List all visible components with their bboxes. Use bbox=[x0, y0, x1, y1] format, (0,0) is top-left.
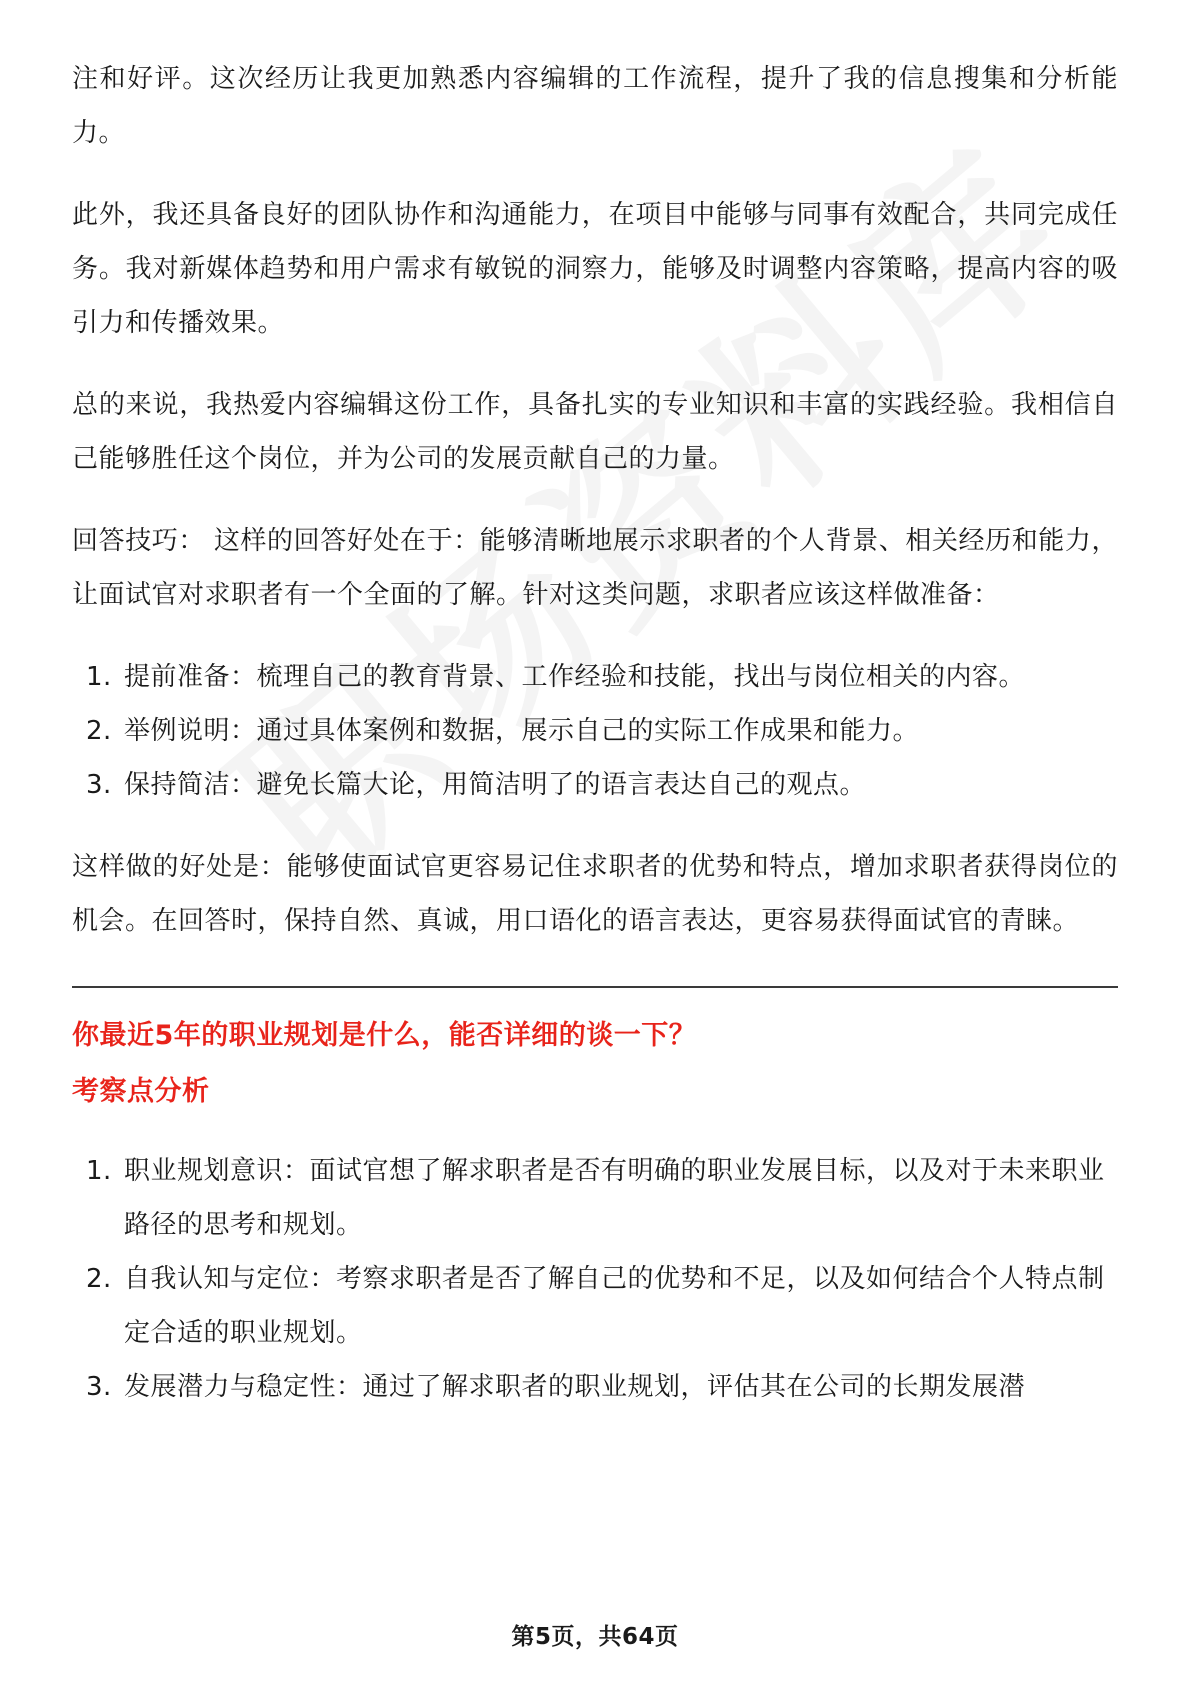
list-item bbox=[72, 1144, 1118, 1252]
document-body bbox=[72, 52, 1118, 1442]
list-item-text: 保持简洁：避免长篇大论，用简洁明了的语言表达自己的观点。 bbox=[124, 770, 867, 800]
paragraph: 此外，我还具备良好的团队协作和沟通能力，在项目中能够与同事有效配合，共同完成任务。我对新媒体趋势和用户需求有敏锐的洞察力，能够及时调整内容策略，提高内容的吸引力和传播效果。 bbox=[72, 200, 1118, 338]
page-footer: 第5页，共64页 bbox=[511, 1624, 679, 1650]
list-item-text: 自我认知与定位：考察求职者是否了解自己的优势和不足，以及如何结合个人特点制定合适的职业规划。 bbox=[124, 1264, 1105, 1348]
answer-tips-paragraph: 回答技巧： 这样的回答好处在于：能够清晰地展示求职者的个人背景、相关经历和能力，让面试官对求职者有一个全面的了解。针对这类问题，求职者应该这样做准备： bbox=[72, 526, 1118, 610]
section-divider bbox=[72, 986, 1118, 988]
analysis-heading: 考察点分析 bbox=[72, 1076, 210, 1107]
list-number: 1. bbox=[86, 662, 112, 692]
list-number: 2. bbox=[86, 716, 112, 746]
analysis-points-list bbox=[72, 1144, 1118, 1414]
paragraph: 总的来说，我热爱内容编辑这份工作，具备扎实的专业知识和丰富的实践经验。我相信自己能够胜任这个岗位，并为公司的发展贡献自己的力量。 bbox=[72, 390, 1118, 474]
list-item bbox=[72, 1360, 1118, 1414]
list-item-text: 举例说明：通过具体案例和数据，展示自己的实际工作成果和能力。 bbox=[124, 716, 920, 746]
list-number: 3. bbox=[86, 1372, 112, 1402]
question-title: 你最近5年的职业规划是什么，能否详细的谈一下？ bbox=[72, 1020, 697, 1051]
list-number: 3. bbox=[86, 770, 112, 800]
list-item-text: 提前准备：梳理自己的教育背景、工作经验和技能，找出与岗位相关的内容。 bbox=[124, 662, 1026, 692]
list-number: 2. bbox=[86, 1264, 112, 1294]
paragraph: 这样做的好处是：能够使面试官更容易记住求职者的优势和特点，增加求职者获得岗位的机会。在回答时，保持自然、真诚，用口语化的语言表达，更容易获得面试官的青睐。 bbox=[72, 852, 1118, 936]
list-item bbox=[72, 704, 1118, 758]
list-number: 1. bbox=[86, 1156, 112, 1186]
list-item bbox=[72, 650, 1118, 704]
list-item bbox=[72, 758, 1118, 812]
list-item-text: 发展潜力与稳定性：通过了解求职者的职业规划，评估其在公司的长期发展潜 bbox=[124, 1372, 1026, 1402]
list-item-text: 职业规划意识：面试官想了解求职者是否有明确的职业发展目标，以及对于未来职业路径的思考和规划。 bbox=[124, 1156, 1105, 1240]
paragraph: 注和好评。这次经历让我更加熟悉内容编辑的工作流程，提升了我的信息搜集和分析能力。 bbox=[72, 64, 1118, 148]
list-item bbox=[72, 1252, 1118, 1360]
preparation-list bbox=[72, 650, 1118, 812]
